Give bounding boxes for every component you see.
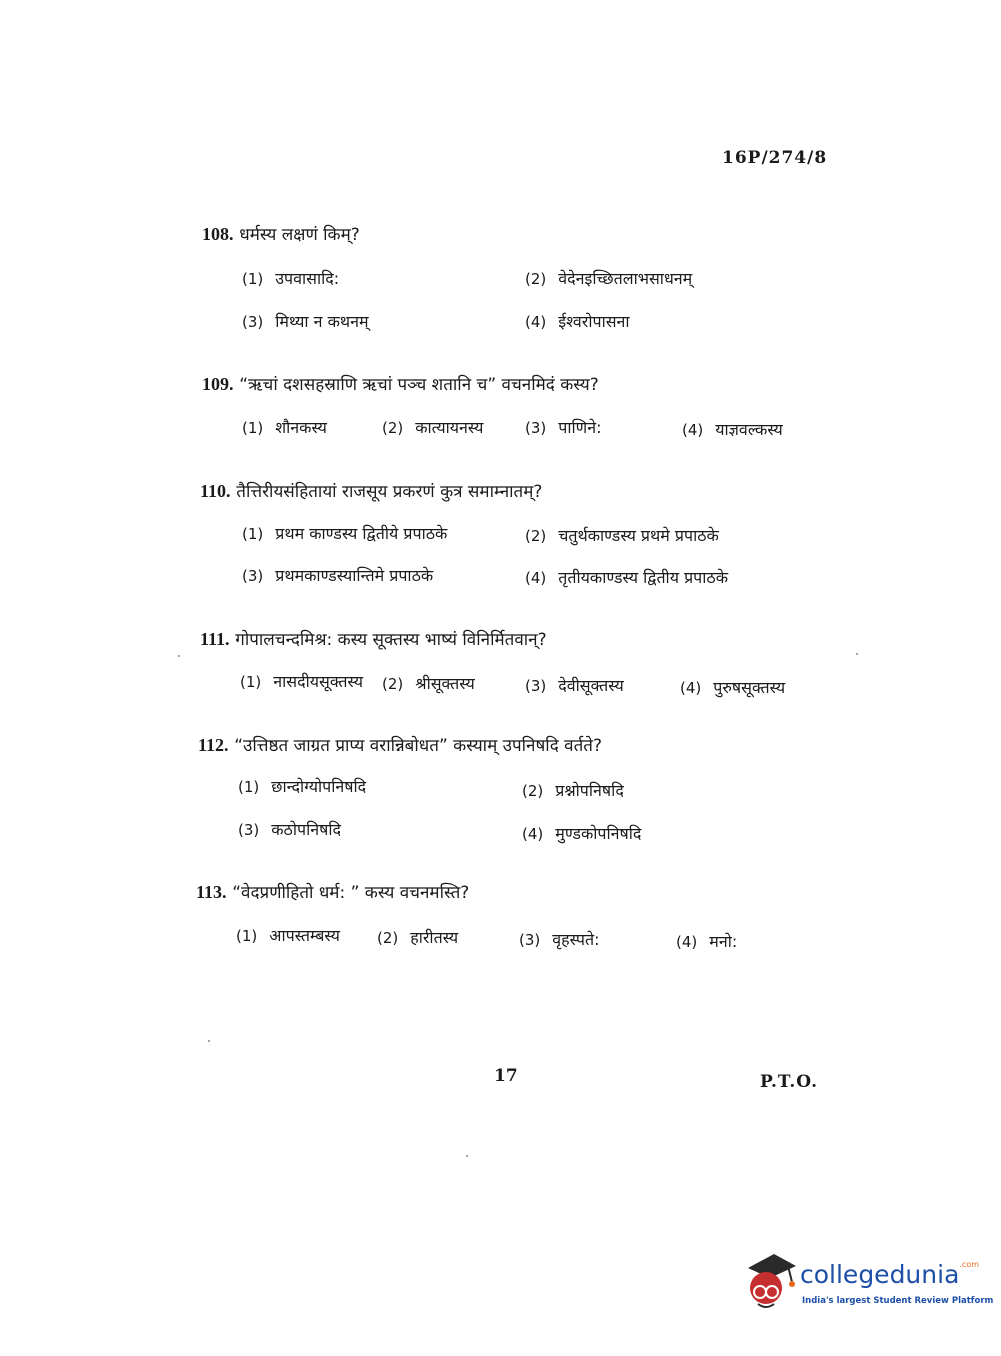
option-111-4 xyxy=(680,676,785,698)
question-text: गोपालचन्दमिश्र: कस्य सूक्तस्य भाष्यं विनिर्मितवान्? xyxy=(235,630,547,650)
page-number: 17 xyxy=(494,1066,518,1086)
option-number: (2) xyxy=(525,270,547,288)
option-text: मुण्डकोपनिषदि xyxy=(555,824,642,843)
option-112-1 xyxy=(238,775,366,797)
option-text: प्रथमकाण्डस्यान्तिमे प्रपाठके xyxy=(275,566,434,585)
option-110-3 xyxy=(242,564,433,586)
option-111-2 xyxy=(382,672,475,694)
option-text: श्रीसूक्तस्य xyxy=(415,674,475,693)
option-113-1 xyxy=(236,924,340,946)
option-text: वेदेनइच्छितलाभसाधनम् xyxy=(558,269,693,288)
option-text: प्रश्नोपनिषदि xyxy=(555,781,624,800)
option-number: (2) xyxy=(382,419,404,437)
option-number: (4) xyxy=(680,679,702,697)
option-number: (2) xyxy=(382,675,404,693)
option-109-2 xyxy=(382,416,483,438)
option-113-2 xyxy=(377,926,458,948)
option-number: (4) xyxy=(522,825,544,843)
option-number: (1) xyxy=(240,673,262,691)
option-text: मनो: xyxy=(709,932,738,951)
option-text: कठोपनिषदि xyxy=(271,820,341,839)
option-number: (4) xyxy=(676,933,698,951)
question-text: तैत्तिरीयसंहितायां राजसूय प्रकरणं कुत्र समाम्नातम्? xyxy=(236,482,543,502)
option-text: याज्ञवल्कस्य xyxy=(715,420,783,439)
option-110-2 xyxy=(525,524,719,546)
question-number: 113. xyxy=(196,882,227,902)
scan-speck xyxy=(178,655,180,657)
question-112 xyxy=(198,733,602,756)
collegedunia-watermark xyxy=(740,1252,994,1314)
question-text: “उत्तिष्ठत जाग्रत प्राप्य वरान्निबोधत” कस्याम् उपनिषदि वर्तते? xyxy=(234,736,602,756)
option-text: शौनकस्य xyxy=(275,418,327,437)
question-number: 109. xyxy=(202,374,234,394)
option-text: पाणिने: xyxy=(558,418,602,437)
option-113-4 xyxy=(676,930,737,952)
option-text: नासदीयसूक्तस्य xyxy=(273,672,364,691)
option-108-1 xyxy=(242,267,339,289)
option-number: (1) xyxy=(242,419,264,437)
option-number: (2) xyxy=(525,527,547,545)
question-text: धर्मस्य लक्षणं किम्? xyxy=(239,225,360,245)
option-number: (3) xyxy=(525,677,547,695)
option-number: (4) xyxy=(682,421,704,439)
question-number: 110. xyxy=(200,481,231,501)
option-109-1 xyxy=(242,416,327,438)
option-108-2 xyxy=(525,267,692,289)
option-number: (2) xyxy=(377,929,399,947)
option-text: तृतीयकाण्डस्य द्वितीय प्रपाठके xyxy=(558,568,728,587)
option-number: (3) xyxy=(519,931,541,949)
option-113-3 xyxy=(519,928,599,950)
scan-speck xyxy=(856,653,858,655)
option-number: (3) xyxy=(242,567,264,585)
mascot-icon xyxy=(740,1252,798,1314)
option-text: मिथ्या न कथनम् xyxy=(275,312,369,331)
question-108 xyxy=(202,222,360,245)
paper-code: 16P/274/8 xyxy=(722,148,828,168)
option-text: आपस्तम्बस्य xyxy=(269,926,340,945)
option-112-4 xyxy=(522,822,641,844)
option-number: (3) xyxy=(525,419,547,437)
option-text: पुरुषसूक्तस्य xyxy=(713,678,786,697)
question-111 xyxy=(200,627,547,650)
option-text: वृहस्पते: xyxy=(552,930,600,949)
scan-speck xyxy=(208,1040,210,1042)
question-text: “वेदप्रणीहितो धर्म: ” कस्य वचनमस्ति? xyxy=(232,883,470,903)
question-110 xyxy=(200,479,542,502)
question-text: “ऋचां दशसहस्राणि ऋचां पञ्च शतानि च” वचनमिदं कस्य? xyxy=(239,375,599,395)
option-111-1 xyxy=(240,670,363,692)
brand-suffix: .com xyxy=(959,1260,980,1269)
option-text: प्रथम काण्डस्य द्वितीये प्रपाठके xyxy=(275,524,448,543)
option-111-3 xyxy=(525,674,624,696)
scan-speck xyxy=(466,1155,468,1157)
option-number: (1) xyxy=(242,270,264,288)
option-108-3 xyxy=(242,310,369,332)
option-109-4 xyxy=(682,418,783,440)
question-113 xyxy=(196,880,469,903)
option-112-3 xyxy=(238,818,341,840)
option-number: (3) xyxy=(238,821,260,839)
brand-name: collegedunia$^{.com}$ xyxy=(800,1260,980,1289)
option-text: हारीतस्य xyxy=(410,928,459,947)
option-text: देवीसूक्तस्य xyxy=(558,676,624,695)
question-number: 108. xyxy=(202,224,234,244)
option-number: (2) xyxy=(522,782,544,800)
option-text: उपवासादि: xyxy=(275,269,340,288)
option-109-3 xyxy=(525,416,601,438)
pto-label: P.T.O. xyxy=(760,1072,818,1092)
option-number: (1) xyxy=(242,525,264,543)
option-text: ईश्वरोपासना xyxy=(558,312,630,331)
option-number: (1) xyxy=(236,927,258,945)
option-112-2 xyxy=(522,779,624,801)
option-number: (4) xyxy=(525,313,547,331)
option-text: कात्यायनस्य xyxy=(415,418,484,437)
option-number: (3) xyxy=(242,313,264,331)
option-110-4 xyxy=(525,566,728,588)
question-number: 112. xyxy=(198,735,229,755)
option-number: (1) xyxy=(238,778,260,796)
option-110-1 xyxy=(242,522,447,544)
option-number: (4) xyxy=(525,569,547,587)
question-number: 111. xyxy=(200,629,230,649)
option-text: छान्दोग्योपनिषदि xyxy=(271,777,367,796)
brand-tagline: India's largest Student Review Platform xyxy=(802,1296,994,1306)
option-text: चतुर्थकाण्डस्य प्रथमे प्रपाठके xyxy=(558,526,719,545)
option-108-4 xyxy=(525,310,630,332)
question-109 xyxy=(202,372,599,395)
